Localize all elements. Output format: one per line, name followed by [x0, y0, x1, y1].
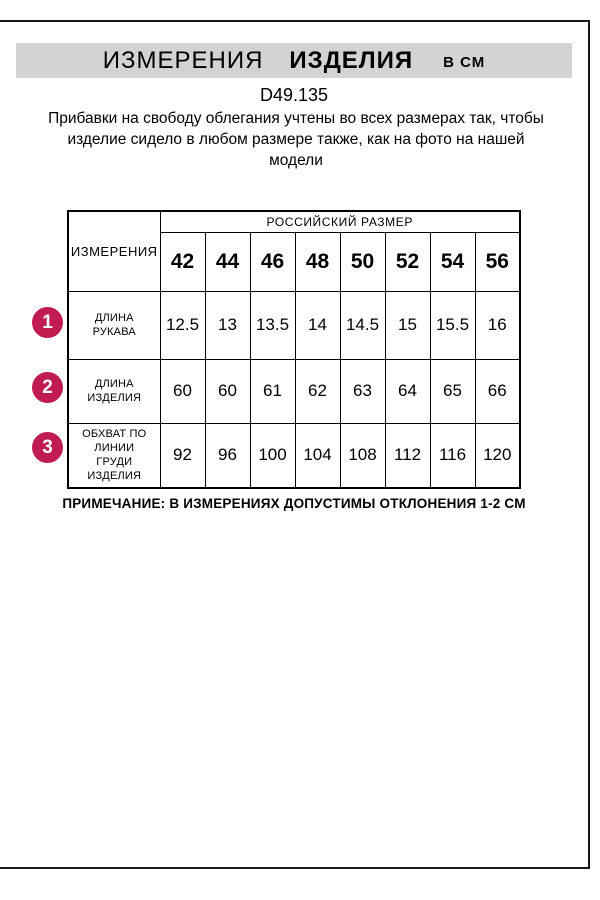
value-cell: 60 — [205, 359, 250, 423]
russian-size-header: РОССИЙСКИЙ РАЗМЕР — [160, 211, 520, 232]
size-col-header: 50 — [340, 232, 385, 291]
value-cell: 61 — [250, 359, 295, 423]
value-cell: 116 — [430, 423, 475, 488]
value-cell: 96 — [205, 423, 250, 488]
title-bar — [16, 43, 572, 78]
description-text — [26, 108, 566, 171]
value-cell: 104 — [295, 423, 340, 488]
row-label: ОБХВАТ ПО ЛИНИИ ГРУДИ ИЗДЕЛИЯ — [68, 423, 160, 488]
value-cell: 16 — [475, 291, 520, 359]
value-cell: 12.5 — [160, 291, 205, 359]
value-cell: 62 — [295, 359, 340, 423]
row-number-badge-2: 2 — [32, 372, 63, 403]
row-number-badge-3: 3 — [32, 432, 63, 463]
description-line: Прибавки на свободу облегания учтены во всех размерах так, чтобы — [48, 110, 544, 127]
description-line: изделие сидело в любом размере также, как на фото на нашей — [67, 131, 525, 148]
table-row-sleeve-length — [68, 291, 520, 359]
table-row-chest-girth — [68, 423, 520, 488]
title-unit-label: В СМ — [443, 53, 486, 71]
value-cell: 120 — [475, 423, 520, 488]
value-cell: 14.5 — [340, 291, 385, 359]
value-cell: 14 — [295, 291, 340, 359]
value-cell: 15 — [385, 291, 430, 359]
value-cell: 92 — [160, 423, 205, 488]
table-row — [68, 211, 520, 232]
corner-header-cell: ИЗМЕРЕНИЯ — [68, 211, 160, 291]
value-cell: 108 — [340, 423, 385, 488]
row-label: ДЛИНА РУКАВА — [68, 291, 160, 359]
size-table — [67, 210, 521, 489]
value-cell: 13 — [205, 291, 250, 359]
size-table-container — [67, 210, 521, 489]
table-row-item-length — [68, 359, 520, 423]
value-cell: 60 — [160, 359, 205, 423]
size-col-header: 56 — [475, 232, 520, 291]
title-word-measurements: ИЗМЕРЕНИЯ — [102, 46, 264, 74]
value-cell: 64 — [385, 359, 430, 423]
size-col-header: 42 — [160, 232, 205, 291]
value-cell: 15.5 — [430, 291, 475, 359]
note-text: ПРИМЕЧАНИЕ: В ИЗМЕРЕНИЯХ ДОПУСТИМЫ ОТКЛОНЕНИЯ 1-2 СМ — [62, 496, 526, 511]
size-col-header: 44 — [205, 232, 250, 291]
value-cell: 100 — [250, 423, 295, 488]
value-cell: 65 — [430, 359, 475, 423]
row-label: ДЛИНА ИЗДЕЛИЯ — [68, 359, 160, 423]
row-number-badge-1: 1 — [32, 307, 63, 338]
value-cell: 66 — [475, 359, 520, 423]
title-word-product: ИЗДЕЛИЯ — [289, 46, 414, 74]
product-code: D49.135 — [259, 85, 329, 105]
size-col-header: 54 — [430, 232, 475, 291]
size-col-header: 48 — [295, 232, 340, 291]
value-cell: 13.5 — [250, 291, 295, 359]
value-cell: 112 — [385, 423, 430, 488]
size-col-header: 46 — [250, 232, 295, 291]
page-frame — [0, 20, 590, 869]
value-cell: 63 — [340, 359, 385, 423]
description-line: модели — [269, 152, 323, 169]
size-col-header: 52 — [385, 232, 430, 291]
